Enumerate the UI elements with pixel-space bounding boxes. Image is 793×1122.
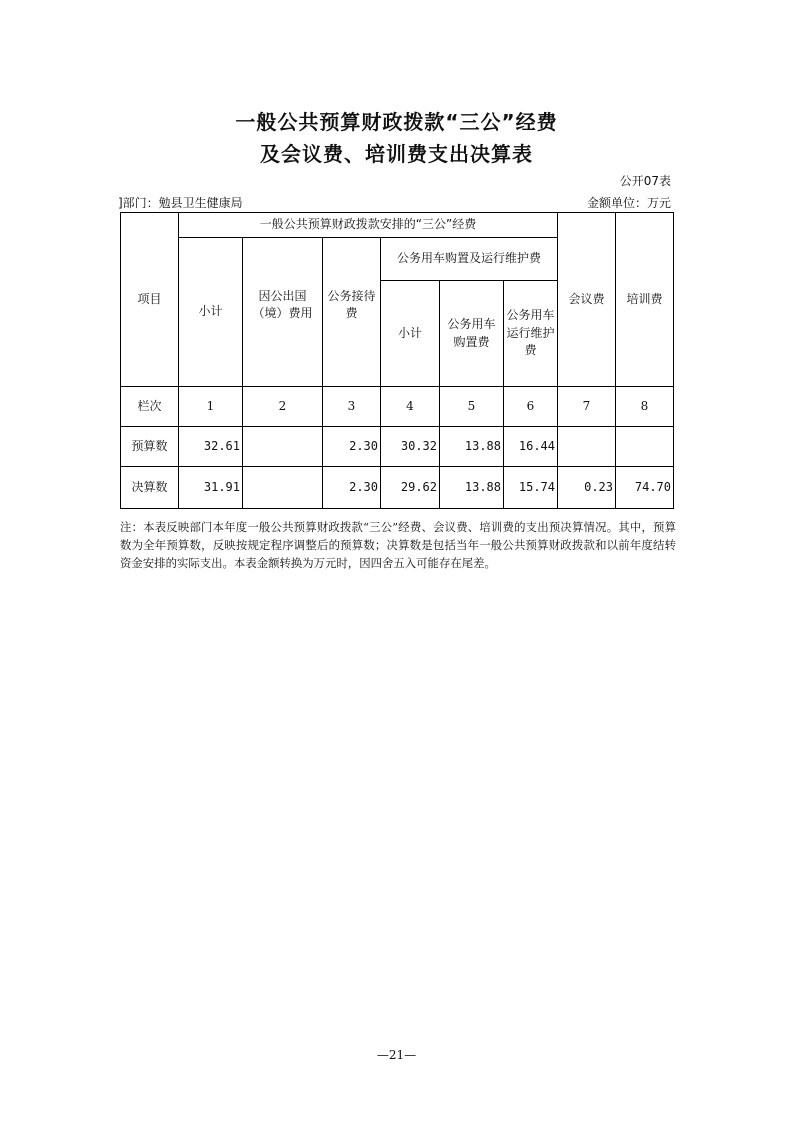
header-training: 培训费 <box>616 213 674 387</box>
header-abroad: 因公出国（境）费用 <box>243 238 323 387</box>
table-cell: 13.88 <box>440 427 504 467</box>
table-row-budget <box>121 427 674 467</box>
table-cell <box>558 427 616 467</box>
table-cell: 30.32 <box>381 427 440 467</box>
title-line-1: 一般公共预算财政拨款“三公”经费 <box>235 110 558 134</box>
header-group: 一般公共预算财政拨款安排的“三公”经费 <box>179 213 558 238</box>
table-cell <box>243 467 323 509</box>
column-number: 7 <box>558 387 616 427</box>
table-row-final <box>121 467 674 509</box>
column-number: 2 <box>243 387 323 427</box>
table-cell: 29.62 <box>381 467 440 509</box>
header-meeting: 会议费 <box>558 213 616 387</box>
table-cell: 74.70 <box>616 467 674 509</box>
column-number: 8 <box>616 387 674 427</box>
table-cell: 2.30 <box>323 427 381 467</box>
column-number-label: 栏次 <box>121 387 179 427</box>
table-number: 公开07表 <box>619 174 671 188</box>
row-label: 预算数 <box>121 427 179 467</box>
table-cell: 16.44 <box>504 427 558 467</box>
department-label: ]部门：勉县卫生健康局 <box>118 196 243 210</box>
page-number: —21— <box>376 1048 417 1062</box>
row-label: 决算数 <box>121 467 179 509</box>
header-vehicle-subtotal: 小计 <box>381 281 440 387</box>
table-cell: 31.91 <box>179 467 243 509</box>
footnote: 注：本表反映部门本年度一般公共预算财政拨款“三公”经费、会议费、培训费的支出预决算情况。其中，预算数为全年预算数，反映按规定程序调整后的预算数；决算数是包括当年一般公共预算财政拨款和以前年度结转资金安排的实际支出。本表金额转换为万元时，因四舍五入可能存在尾差。 <box>120 520 676 570</box>
header-vehicle-purchase: 公务用车购置费 <box>440 281 504 387</box>
header-vehicle-group: 公务用车购置及运行维护费 <box>381 238 558 281</box>
table-cell: 15.74 <box>504 467 558 509</box>
table-cell <box>616 427 674 467</box>
column-number: 6 <box>504 387 558 427</box>
header-subtotal: 小计 <box>179 238 243 387</box>
column-number: 1 <box>179 387 243 427</box>
table-cell: 0.23 <box>558 467 616 509</box>
column-number: 5 <box>440 387 504 427</box>
header-item: 项目 <box>121 213 179 387</box>
unit-label: 金额单位：万元 <box>586 196 671 210</box>
table-cell <box>243 427 323 467</box>
table-cell: 32.61 <box>179 427 243 467</box>
header-vehicle-running: 公务用车运行维护费 <box>504 281 558 387</box>
title-line-2: 及会议费、培训费支出决算表 <box>260 142 533 166</box>
expenditure-table <box>120 212 674 509</box>
column-number: 3 <box>323 387 381 427</box>
table-cell: 2.30 <box>323 467 381 509</box>
header-reception: 公务接待费 <box>323 238 381 387</box>
table-cell: 13.88 <box>440 467 504 509</box>
column-number: 4 <box>381 387 440 427</box>
